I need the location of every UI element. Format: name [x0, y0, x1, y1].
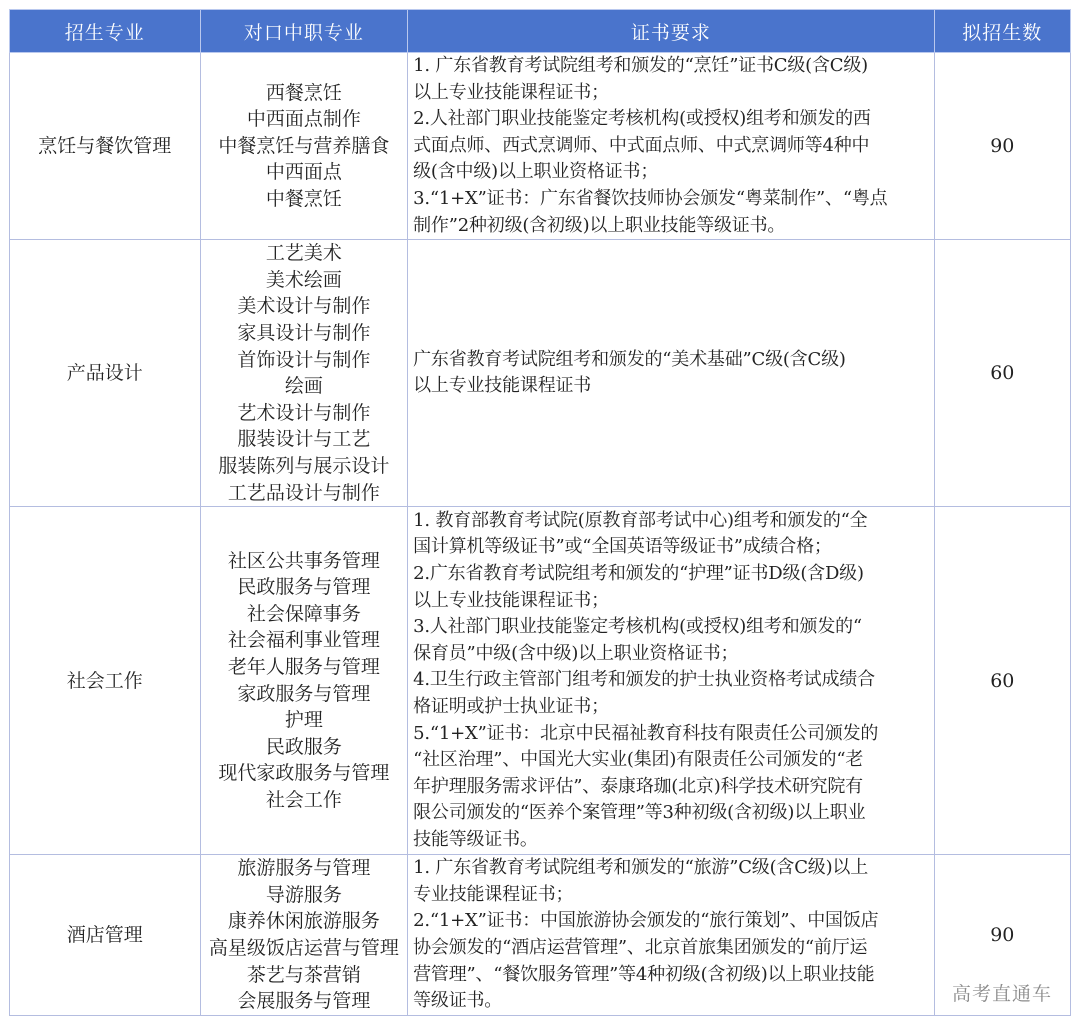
major-cell: 社会工作: [10, 507, 201, 855]
certificate-line: 年护理服务需求评估”、泰康珞珈(北京)科学技术研究院有: [413, 775, 863, 797]
certificate-cell: [408, 53, 934, 240]
matching-majors-cell: [200, 855, 408, 1016]
admission-table: [9, 9, 1071, 1016]
header-certificate-requirements: 证书要求: [408, 10, 934, 53]
table-row: [10, 507, 1071, 855]
matching-major: 现代家政服务与管理: [218, 762, 390, 785]
certificate-line: 2.“1+X”证书：中国旅游协会颁发的“旅行策划”、中国饭店: [413, 910, 879, 932]
matching-major: 工艺美术: [265, 242, 342, 265]
matching-major: 首饰设计与制作: [237, 348, 371, 371]
certificate-cell: [408, 507, 934, 855]
certificate-line: 协会颁发的“酒店运营管理”、北京首旅集团颁发的“前厅运: [413, 936, 868, 958]
certificate-line: 1. 广东省教育考试院组考和颁发的“旅游”C级(含C级)以上: [413, 857, 868, 879]
certificate-line: 3.“1+X”证书：广东省餐饮技师协会颁发“粤菜制作”、“粤点: [413, 187, 888, 209]
matching-major: 高星级饭店运营与管理: [208, 936, 399, 959]
matching-major: 茶艺与茶营销: [246, 963, 361, 986]
certificate-line: 2.人社部门职业技能鉴定考核机构(或授权)组考和颁发的西: [413, 108, 871, 130]
planned-enrollment-cell: 90: [934, 53, 1070, 240]
matching-major: 服装设计与工艺: [237, 428, 371, 451]
matching-major: 服装陈列与展示设计: [218, 454, 390, 477]
matching-majors-cell: [200, 240, 408, 507]
certificate-line: 专业技能课程证书；: [413, 883, 574, 905]
matching-majors-cell: [200, 507, 408, 855]
matching-major: 美术绘画: [265, 268, 342, 291]
certificate-line: 式面点师、西式烹调师、中式面点师、中式烹调师等4种中: [413, 134, 870, 156]
matching-major: 中西面点制作: [246, 108, 361, 131]
table-row: [10, 240, 1071, 507]
matching-majors-cell: [200, 53, 408, 240]
certificate-line: “社区治理”、中国光大实业(集团)有限责任公司颁发的“老: [413, 749, 864, 771]
matching-major: 旅游服务与管理: [237, 857, 371, 880]
certificate-line: 3.人社部门职业技能鉴定考核机构(或授权)组考和颁发的“: [413, 616, 862, 638]
certificate-line: 1. 广东省教育考试院组考和颁发的“烹饪”证书C级(含C级): [413, 55, 868, 76]
matching-major: 康养休闲旅游服务: [227, 910, 380, 933]
table-row: [10, 855, 1071, 1016]
matching-major: 导游服务: [265, 883, 342, 906]
certificate-line: 国计算机等级证书”或“全国英语等级证书”成绩合格；: [413, 536, 832, 558]
major-cell: 产品设计: [10, 240, 201, 507]
matching-major: 民政服务: [265, 735, 342, 758]
matching-major: 老年人服务与管理: [227, 656, 380, 679]
table-row: [10, 53, 1071, 240]
table-header: [10, 10, 1071, 53]
certificate-line: 保育员”中级(含中级)以上职业资格证书；: [413, 642, 739, 664]
major-cell: 烹饪与餐饮管理: [10, 53, 201, 240]
certificate-line: 级(含中级)以上职业资格证书；: [413, 161, 659, 183]
certificate-line: 等级证书。: [413, 990, 503, 1012]
matching-major: 绘画: [284, 375, 323, 398]
certificate-line: 以上专业技能课程证书；: [413, 589, 609, 611]
matching-major: 美术设计与制作: [237, 295, 371, 318]
certificate-line: 营管理”、“餐饮服务管理”等4种初级(含初级)以上职业技能: [413, 963, 875, 985]
matching-major: 艺术设计与制作: [237, 401, 371, 424]
matching-major: 护理: [284, 709, 323, 732]
certificate-cell: [408, 240, 934, 507]
matching-major: 中餐烹饪与营养膳食: [218, 134, 390, 157]
certificate-line: 格证明或护士执业证书；: [413, 695, 609, 717]
certificate-cell: [408, 855, 934, 1016]
matching-major: 社会工作: [265, 789, 342, 812]
matching-major: 家政服务与管理: [237, 682, 371, 705]
header-major: 招生专业: [10, 10, 201, 53]
matching-major: 社会保障事务: [246, 602, 361, 625]
certificate-line: 技能等级证书。: [413, 828, 538, 850]
matching-major: 社会福利事业管理: [227, 629, 380, 652]
planned-enrollment-cell: 60: [934, 240, 1070, 507]
header-matching-majors: 对口中职专业: [200, 10, 408, 53]
matching-major: 民政服务与管理: [237, 576, 371, 599]
certificate-line: 2.广东省教育考试院组考和颁发的“护理”证书D级(含D级): [413, 562, 864, 584]
certificate-line: 制作”2种初级(含初级)以上职业技能等级证书。: [413, 214, 786, 236]
header-planned-enrollment: 拟招生数: [934, 10, 1070, 53]
matching-major: 社区公共事务管理: [227, 549, 380, 572]
matching-major: 家具设计与制作: [237, 321, 371, 344]
certificate-line: 广东省教育考试院组考和颁发的“美术基础”C级(含C级): [413, 348, 846, 370]
major-cell: 酒店管理: [10, 855, 201, 1016]
matching-major: 中西面点: [265, 161, 342, 184]
certificate-line: 限公司颁发的“医养个案管理”等3种初级(含初级)以上职业: [413, 802, 866, 824]
certificate-line: 5.“1+X”证书：北京中民福祉教育科技有限责任公司颁发的: [413, 722, 879, 744]
watermark-label: 高考直通车: [951, 983, 1052, 1005]
certificate-line: 以上专业技能课程证书: [413, 375, 592, 397]
matching-major: 中餐烹饪: [265, 187, 342, 210]
matching-major: 会展服务与管理: [237, 990, 371, 1013]
certificate-line: 1. 教育部教育考试院(原教育部考试中心)组考和颁发的“全: [413, 509, 868, 531]
certificate-line: 以上专业技能课程证书；: [413, 81, 609, 103]
matching-major: 工艺品设计与制作: [227, 481, 380, 504]
matching-major: 西餐烹饪: [265, 81, 342, 104]
planned-enrollment-cell: 60: [934, 507, 1070, 855]
certificate-line: 4.卫生行政主管部门组考和颁发的护士执业资格考试成绩合: [413, 669, 875, 691]
planned-enrollment-cell: 90: [934, 855, 1070, 1016]
